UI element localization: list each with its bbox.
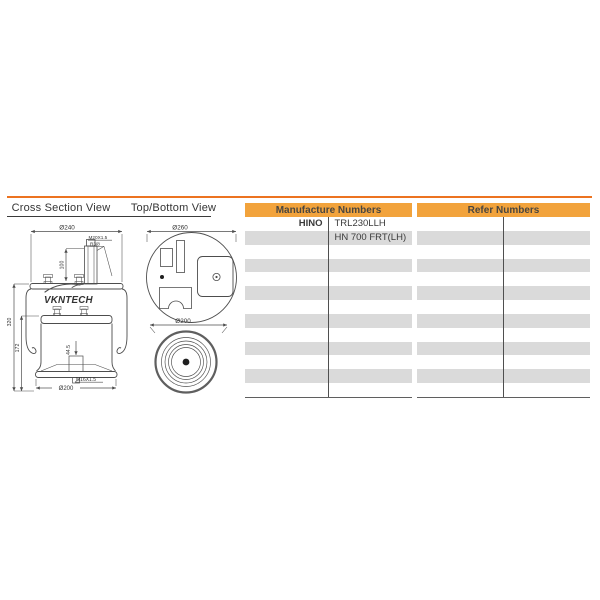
table-row: [417, 231, 590, 245]
dim445: [66, 341, 76, 355]
table-row: [245, 383, 412, 397]
thread-labels: [88, 235, 112, 276]
table-row: [245, 231, 412, 245]
cross-section-view-title: Cross Section View: [11, 202, 111, 214]
table-row: [245, 342, 412, 356]
number-cell: [503, 314, 590, 328]
top-view-mount-plate: [198, 257, 234, 297]
table-row: [417, 259, 590, 273]
dia200-tv-label: Ø200: [175, 318, 191, 325]
maker-cell: [417, 369, 503, 383]
table-row: [245, 369, 412, 383]
number-cell: [503, 286, 590, 300]
table-row: [417, 314, 590, 328]
table-row: [245, 328, 412, 342]
maker-cell: [245, 342, 328, 356]
logo-swoosh: [45, 284, 80, 292]
maker-cell: [245, 383, 328, 397]
number-cell: [503, 231, 590, 245]
number-cell: [328, 355, 413, 369]
number-cell: [328, 383, 413, 397]
m16-label: M16X1.5: [76, 377, 97, 383]
dia260-dimension: [147, 225, 236, 243]
maker-cell: [245, 231, 328, 245]
number-cell: [328, 259, 413, 273]
maker-cell: [417, 259, 503, 273]
plate-bolt-right: [75, 275, 84, 284]
maker-cell: [245, 355, 328, 369]
table-row: [417, 286, 590, 300]
manufacture-numbers-table: [245, 203, 412, 398]
table-row: [245, 286, 412, 300]
technical-drawing: [0, 220, 245, 400]
top-view-notched-hole: [160, 288, 192, 309]
maker-cell: [245, 369, 328, 383]
number-cell: [503, 217, 590, 231]
maker-cell: [417, 383, 503, 397]
manufacture-numbers-header: Manufacture Numbers: [245, 203, 412, 218]
table-row: [417, 245, 590, 259]
table-row: [417, 328, 590, 342]
bottom-view-center-dot: [183, 359, 190, 366]
number-cell: TRL230LLH: [328, 217, 413, 231]
number-cell: [328, 342, 413, 356]
table-row: [417, 217, 590, 231]
refer-numbers-table: [417, 203, 590, 398]
table-row: [245, 314, 412, 328]
top-bottom-view-title: Top/Bottom View: [130, 202, 217, 214]
number-cell: [503, 355, 590, 369]
dim320: [7, 284, 34, 391]
number-cell: [503, 245, 590, 259]
refer-numbers-header: Refer Numbers: [417, 203, 590, 218]
top-view-slot: [177, 241, 185, 273]
dim100: [60, 249, 85, 282]
number-cell: [503, 342, 590, 356]
number-cell: [328, 369, 413, 383]
table-row: [245, 300, 412, 314]
number-cell: [503, 259, 590, 273]
dia240-label: Ø240: [59, 224, 75, 232]
m20-label: M20X1.5: [88, 235, 108, 240]
table-row: [417, 369, 590, 383]
number-cell: [328, 328, 413, 342]
r38-label: R3/8: [90, 241, 100, 247]
manufacture-numbers-rows: [245, 217, 412, 398]
dia260-label: Ø260: [172, 224, 188, 232]
table-row: [245, 259, 412, 273]
table-row: [417, 300, 590, 314]
table-row: [417, 272, 590, 286]
vkntech-logo: [44, 284, 93, 306]
table-row: [245, 245, 412, 259]
table-row: [245, 272, 412, 286]
table-row: [245, 355, 412, 369]
maker-cell: [417, 272, 503, 286]
dia200-cs-label: Ø200: [58, 386, 74, 392]
view-titles-underline: [7, 216, 211, 218]
maker-cell: HINO: [298, 218, 323, 229]
dim320-label: 320: [7, 317, 13, 327]
number-cell: HN 700 FRT(LH): [328, 231, 413, 245]
number-cell: [503, 369, 590, 383]
brand-text: VKNTECH: [44, 295, 93, 306]
top-orange-rule: [7, 196, 592, 198]
dim100-label: 100: [59, 260, 66, 270]
table-row: [417, 355, 590, 369]
top-view-rect-hole: [161, 249, 173, 267]
number-cell: [503, 328, 590, 342]
maker-cell: [417, 286, 503, 300]
maker-cell: [417, 231, 503, 245]
maker-cell: [245, 286, 328, 300]
maker-cell: [417, 217, 503, 231]
top-view-center-dot: [160, 275, 164, 279]
number-cell: [328, 286, 413, 300]
table-row: [417, 342, 590, 356]
maker-cell: [417, 300, 503, 314]
piston-bolt-right: [80, 307, 88, 316]
maker-cell: [417, 342, 503, 356]
maker-cell: [417, 328, 503, 342]
table-row: [417, 383, 590, 397]
number-cell: [503, 300, 590, 314]
piston-bolt-left: [53, 307, 61, 316]
maker-cell: [245, 259, 328, 273]
bottom-view-piston: [156, 332, 217, 393]
maker-cell: [245, 245, 328, 259]
number-cell: [328, 314, 413, 328]
dia240-dimension: [31, 225, 122, 283]
plate-bolt-left: [44, 275, 53, 284]
maker-cell: [245, 328, 328, 342]
number-cell: [328, 300, 413, 314]
maker-cell: [417, 245, 503, 259]
maker-cell: [245, 300, 328, 314]
dim445-label: 44.5: [66, 345, 72, 355]
top-view-plate: [147, 233, 237, 323]
maker-cell: [245, 272, 328, 286]
table-row: [245, 217, 412, 231]
number-cell: [328, 272, 413, 286]
top-bottom-drawing: [147, 225, 237, 393]
top-plate: [30, 275, 123, 290]
refer-numbers-rows: [417, 217, 590, 398]
cross-section-drawing: [7, 225, 127, 393]
maker-cell: [245, 314, 328, 328]
dim172-label: 172: [15, 343, 21, 353]
number-cell: [328, 245, 413, 259]
maker-cell: [417, 355, 503, 369]
number-cell: [503, 383, 590, 397]
maker-cell: [417, 314, 503, 328]
number-cell: [503, 272, 590, 286]
